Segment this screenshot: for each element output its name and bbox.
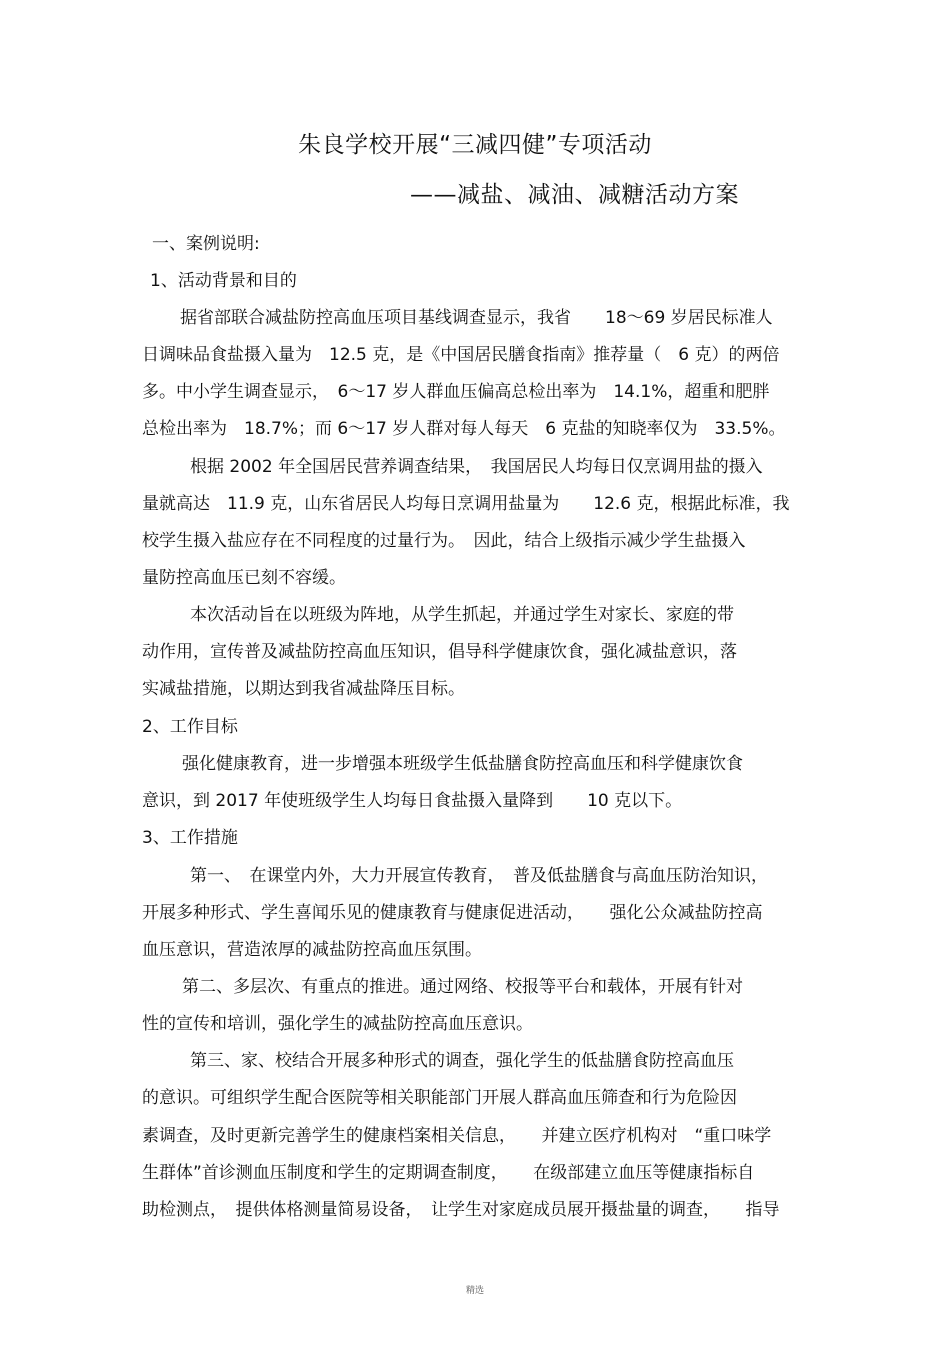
paragraph-line: 生群体”首诊测血压制度和学生的定期调查制度， 在级部建立血压等健康指标自 [142, 1163, 755, 1183]
paragraph-line: 开展多种形式、学生喜闻乐见的健康教育与健康促进活动， 强化公众减盐防控高 [142, 903, 763, 923]
paragraph-line: 实减盐措施，以期达到我省减盐降压目标。 [142, 679, 465, 699]
section-heading-case: 一、案例说明: [152, 234, 260, 254]
subheading-goal: 2、工作目标 [142, 717, 238, 737]
paragraph-line: 助检测点， 提供体格测量简易设备， 让学生对家庭成员展开摄盐量的调查， 指导 [142, 1200, 780, 1220]
document-title: 朱良学校开展“三减四健”专项活动 [298, 132, 652, 158]
paragraph-line: 意识，到 2017 年使班级学生人均每日食盐摄入量降到 10 克以下。 [142, 791, 683, 811]
paragraph-line: 强化健康教育，进一步增强本班级学生低盐膳食防控高血压和科学健康饮食 [182, 754, 743, 774]
paragraph-line: 本次活动旨在以班级为阵地，从学生抓起，并通过学生对家长、家庭的带 [190, 605, 734, 625]
paragraph-line: 日调味品食盐摄入量为 12.5 克，是《中国居民膳食指南》推荐量（ 6 克）的两倍 [142, 345, 780, 365]
paragraph-line: 的意识。可组织学生配合医院等相关职能部门开展人群高血压筛查和行为危险因 [142, 1088, 737, 1108]
paragraph-line: 第一、 在课堂内外，大力开展宣传教育， 普及低盐膳食与高血压防治知识， [190, 866, 768, 886]
paragraph-line: 量防控高血压已刻不容缓。 [142, 568, 346, 588]
paragraph-line: 第二、多层次、有重点的推进。通过网络、校报等平台和载体，开展有针对 [182, 977, 743, 997]
paragraph-line: 校学生摄入盐应存在不同程度的过量行为。 因此，结合上级指示减少学生盐摄入 [142, 531, 746, 551]
paragraph-line: 总检出率为 18.7%；而 6～17 岁人群对每人每天 6 克盐的知晓率仅为 33.5%。 [142, 419, 786, 439]
paragraph-line: 根据 2002 年全国居民营养调查结果， 我国居民人均每日仅烹调用盐的摄入 [190, 457, 763, 477]
paragraph-line: 据省部联合减盐防控高血压项目基线调查显示，我省 18～69 岁居民标准人 [180, 308, 773, 328]
page-footer: 精选 [465, 1286, 484, 1296]
paragraph-line: 第三、家、校结合开展多种形式的调查，强化学生的低盐膳食防控高血压 [190, 1051, 734, 1071]
paragraph-line: 动作用，宣传普及减盐防控高血压知识，倡导科学健康饮食，强化减盐意识，落 [142, 642, 737, 662]
paragraph-line: 多。中小学生调查显示， 6～17 岁人群血压偏高总检出率为 14.1%，超重和肥胖 [142, 382, 770, 402]
paragraph-line: 量就高达 11.9 克，山东省居民人均每日烹调用盐量为 12.6 克，根据此标准，我 [142, 494, 790, 514]
paragraph-line: 血压意识，营造浓厚的减盐防控高血压氛围。 [142, 940, 482, 960]
subheading-background: 1、活动背景和目的 [150, 271, 297, 291]
document-subtitle: ——减盐、减油、减糖活动方案 [410, 182, 739, 208]
subheading-measures: 3、工作措施 [142, 828, 238, 848]
paragraph-line: 素调查，及时更新完善学生的健康档案相关信息， 并建立医疗机构对 “重口味学 [142, 1126, 772, 1146]
paragraph-line: 性的宣传和培训，强化学生的减盐防控高血压意识。 [142, 1014, 533, 1034]
